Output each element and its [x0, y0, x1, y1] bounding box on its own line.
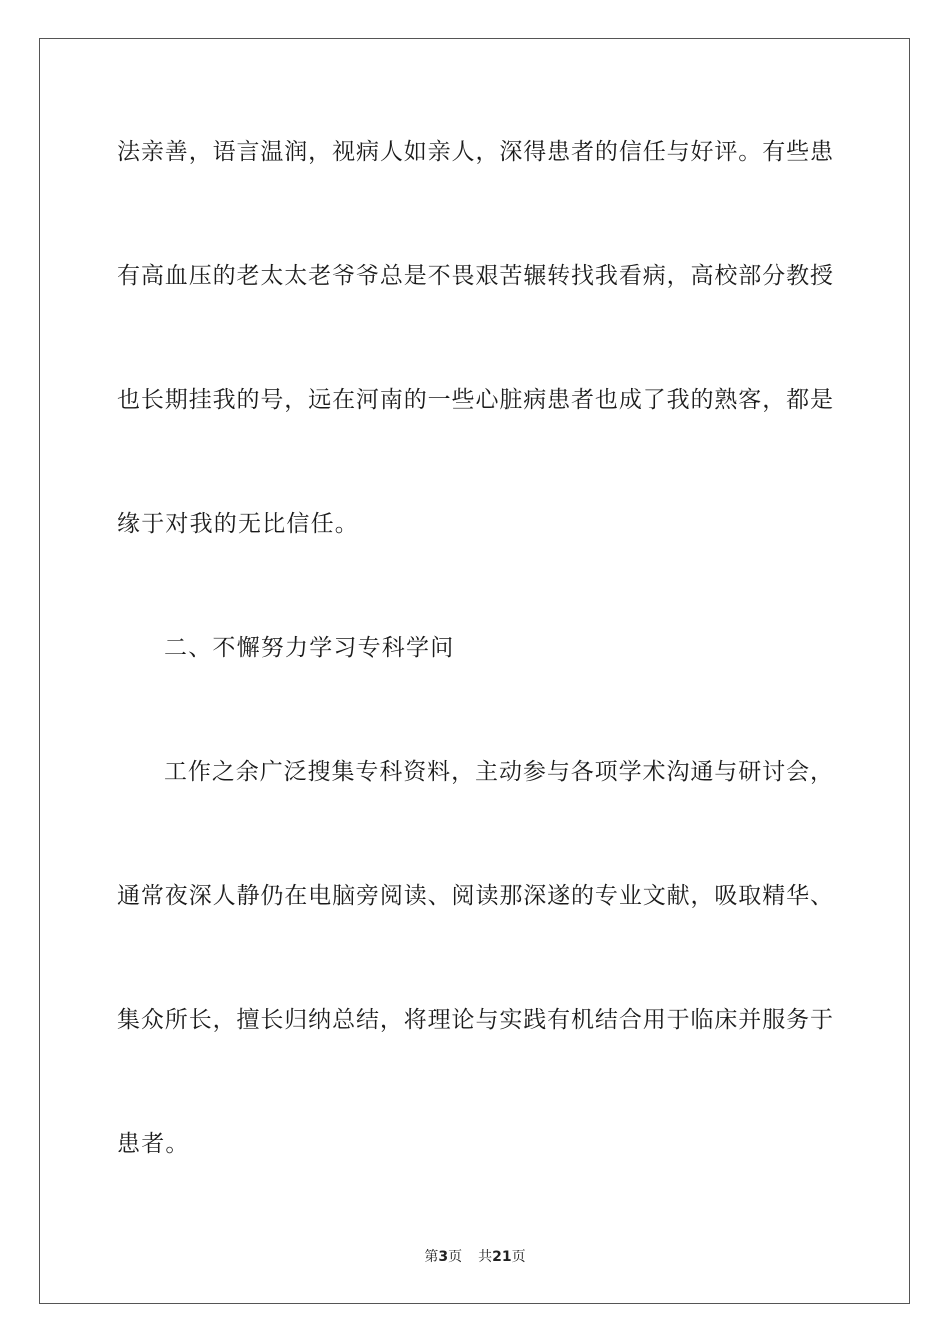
total-suffix: 页: [511, 1249, 526, 1265]
page-number: 3: [438, 1249, 449, 1265]
total-prefix: 共: [478, 1249, 493, 1265]
body-line-7: 通常夜深人静仍在电脑旁阅读、阅读那深遂的专业文献，吸取精华、: [117, 883, 833, 909]
body-line-4: 缘于对我的无比信任。: [117, 511, 359, 537]
body-line-8: 集众所长，擅长归纳总结，将理论与实践有机结合用于临床并服务于: [117, 1007, 833, 1033]
body-line-1: 法亲善，语言温润，视病人如亲人，深得患者的信任与好评。有些患: [117, 139, 833, 165]
page-footer: [0, 1248, 950, 1266]
body-line-9: 患者。: [117, 1131, 190, 1157]
body-line-6: 工作之余广泛搜集专科资料，主动参与各项学术沟通与研讨会，: [164, 759, 833, 785]
body-line-3: 也长期挂我的号，远在河南的一些心脏病患者也成了我的熟客，都是: [117, 387, 833, 413]
page-prefix: 第: [424, 1249, 439, 1265]
body-line-2: 有高血压的老太太老爷爷总是不畏艰苦辗转找我看病，高校部分教授: [117, 263, 833, 289]
page-suffix: 页: [448, 1249, 463, 1265]
page-border: [39, 38, 910, 1304]
section-heading: 二、不懈努力学习专科学问: [164, 635, 455, 661]
total-pages: 21: [492, 1249, 512, 1265]
